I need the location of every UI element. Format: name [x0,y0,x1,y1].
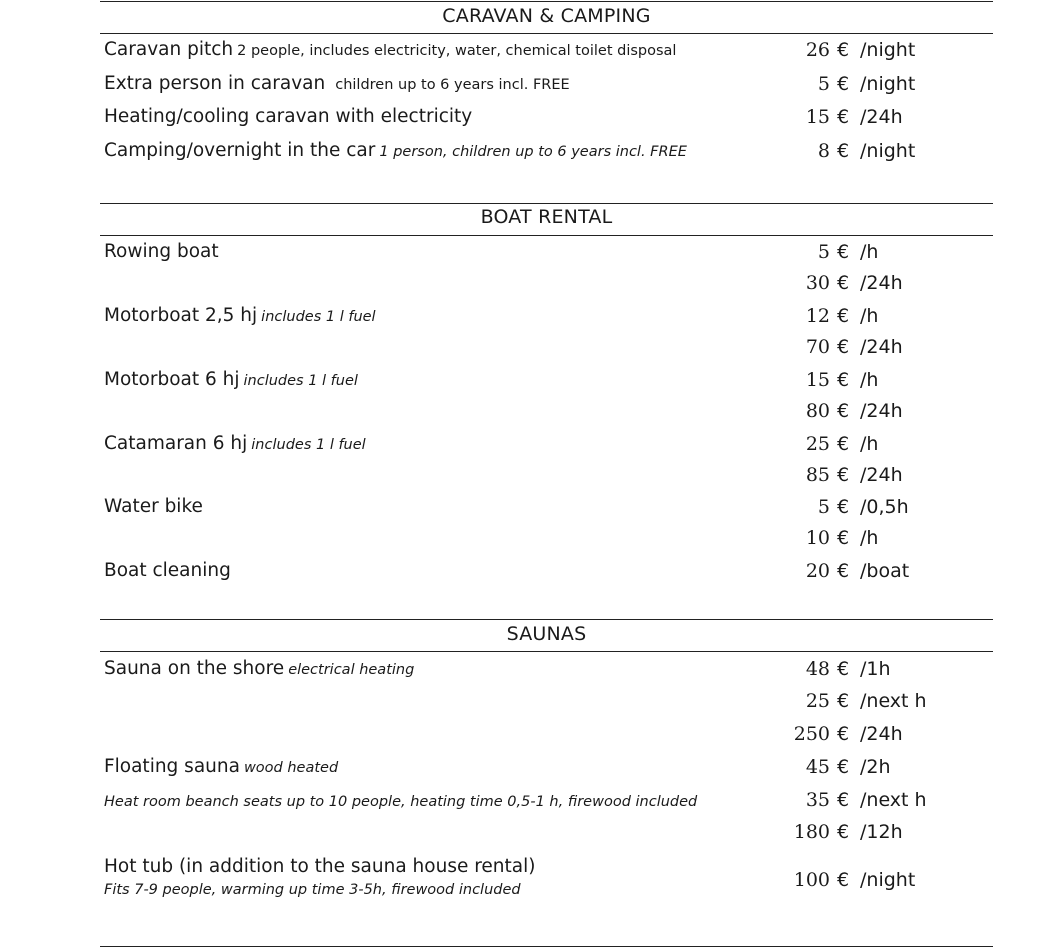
item-name: Caravan pitch 2 people, includes electricity, water, chemical toilet disposal [104,39,677,60]
currency-symbol: € [837,821,850,843]
item-note: children up to 6 years incl. FREE [335,77,570,93]
divider [100,946,993,947]
price-amount: 15 [805,106,830,128]
divider [100,203,993,204]
item-name: Boat cleaning [104,560,231,581]
divider [100,1,993,2]
currency-symbol: € [837,789,850,811]
divider [100,33,993,34]
section-title: BOAT RENTAL [480,206,613,228]
currency-symbol: € [837,658,850,680]
price-unit: /h [860,433,879,455]
price-unit: /boat [860,560,910,582]
price-unit: /next h [860,690,927,712]
currency-symbol: € [837,39,850,61]
price-amount: 15 [805,369,830,391]
price-amount: 5 [817,241,830,263]
price-unit: /24h [860,106,903,128]
price-row [100,272,993,302]
item-name: Motorboat 6 hj includes 1 l fuel [104,369,358,390]
item-name: Motorboat 2,5 hj includes 1 l fuel [104,305,376,326]
price-amount: 8 [817,140,830,162]
price-row [100,527,993,557]
price-unit: /12h [860,821,903,843]
price-row [100,241,993,271]
price-row [100,336,993,366]
currency-symbol: € [837,305,850,327]
price-row [100,856,993,906]
price-amount: 10 [805,527,830,549]
price-amount: 25 [805,690,830,712]
price-row [100,658,993,688]
price-unit: /night [860,869,916,891]
price-amount: 45 [805,756,830,778]
price-row [100,369,993,399]
item-note: 1 person, children up to 6 years incl. FREE [379,144,687,160]
currency-symbol: € [837,496,850,518]
item-name: Extra person in caravan children up to 6 years incl. FREE [104,73,570,94]
price-unit: /h [860,369,879,391]
currency-symbol: € [837,241,850,263]
item-note: includes 1 l fuel [251,437,366,453]
price-unit: /1h [860,658,891,680]
price-row [100,560,993,590]
price-unit: /h [860,305,879,327]
item-description: Fits 7-9 people, warming up time 3-5h, firewood included [104,882,521,898]
price-amount: 180 [793,821,830,843]
price-row [100,723,993,753]
currency-symbol: € [837,723,850,745]
price-amount: 70 [805,336,830,358]
price-amount: 25 [805,433,830,455]
currency-symbol: € [837,433,850,455]
divider [100,619,993,620]
currency-symbol: € [837,140,850,162]
price-unit: /24h [860,464,903,486]
price-amount: 5 [817,73,830,95]
price-row [100,140,993,170]
item-note: 2 people, includes electricity, water, chemical toilet disposal [237,43,677,59]
price-amount: 100 [793,869,830,891]
item-name: Hot tub (in addition to the sauna house rental) [104,856,536,877]
price-unit: /0,5h [860,496,909,518]
price-row [100,789,993,819]
price-unit: /next h [860,789,927,811]
currency-symbol: € [837,869,850,891]
item-description: Heat room beanch seats up to 10 people, heating time 0,5-1 h, firewood included [104,794,698,810]
price-unit: /night [860,140,916,162]
price-unit: /24h [860,336,903,358]
price-unit: /h [860,241,879,263]
price-amount: 80 [805,400,830,422]
divider [100,235,993,236]
item-note: electrical heating [288,662,415,678]
currency-symbol: € [837,464,850,486]
divider [100,651,993,652]
currency-symbol: € [837,400,850,422]
price-row [100,756,993,786]
price-unit: /h [860,527,879,549]
price-amount: 35 [805,789,830,811]
price-amount: 5 [817,496,830,518]
price-row [100,106,993,136]
item-name: Heating/cooling caravan with electricity [104,106,473,127]
price-amount: 12 [805,305,830,327]
price-row [100,464,993,494]
item-note: includes 1 l fuel [243,373,358,389]
price-amount: 30 [805,272,830,294]
price-row [100,496,993,526]
price-unit: /24h [860,272,903,294]
item-name: Rowing boat [104,241,219,262]
item-name: Camping/overnight in the car 1 person, children up to 6 years incl. FREE [104,140,687,161]
price-amount: 250 [793,723,830,745]
price-amount: 20 [805,560,830,582]
price-row [100,73,993,103]
price-amount: 48 [805,658,830,680]
currency-symbol: € [837,369,850,391]
price-row [100,690,993,720]
item-name: Water bike [104,496,203,517]
currency-symbol: € [837,527,850,549]
currency-symbol: € [837,690,850,712]
price-amount: 26 [805,39,830,61]
price-row [100,305,993,335]
currency-symbol: € [837,73,850,95]
currency-symbol: € [837,106,850,128]
currency-symbol: € [837,336,850,358]
price-row [100,39,993,69]
price-unit: /24h [860,400,903,422]
price-row [100,433,993,463]
price-unit: /2h [860,756,891,778]
item-name: Sauna on the shore electrical heating [104,658,415,679]
item-name: Catamaran 6 hj includes 1 l fuel [104,433,366,454]
currency-symbol: € [837,756,850,778]
price-amount: 85 [805,464,830,486]
price-unit: /night [860,39,916,61]
price-row [100,821,993,851]
currency-symbol: € [837,560,850,582]
price-row [100,400,993,430]
price-unit: /24h [860,723,903,745]
section-title: SAUNAS [506,623,587,645]
item-note: wood heated [243,760,339,776]
price-unit: /night [860,73,916,95]
section-title: CARAVAN & CAMPING [442,5,651,27]
item-note: includes 1 l fuel [261,309,376,325]
currency-symbol: € [837,272,850,294]
item-name: Floating sauna wood heated [104,756,339,777]
